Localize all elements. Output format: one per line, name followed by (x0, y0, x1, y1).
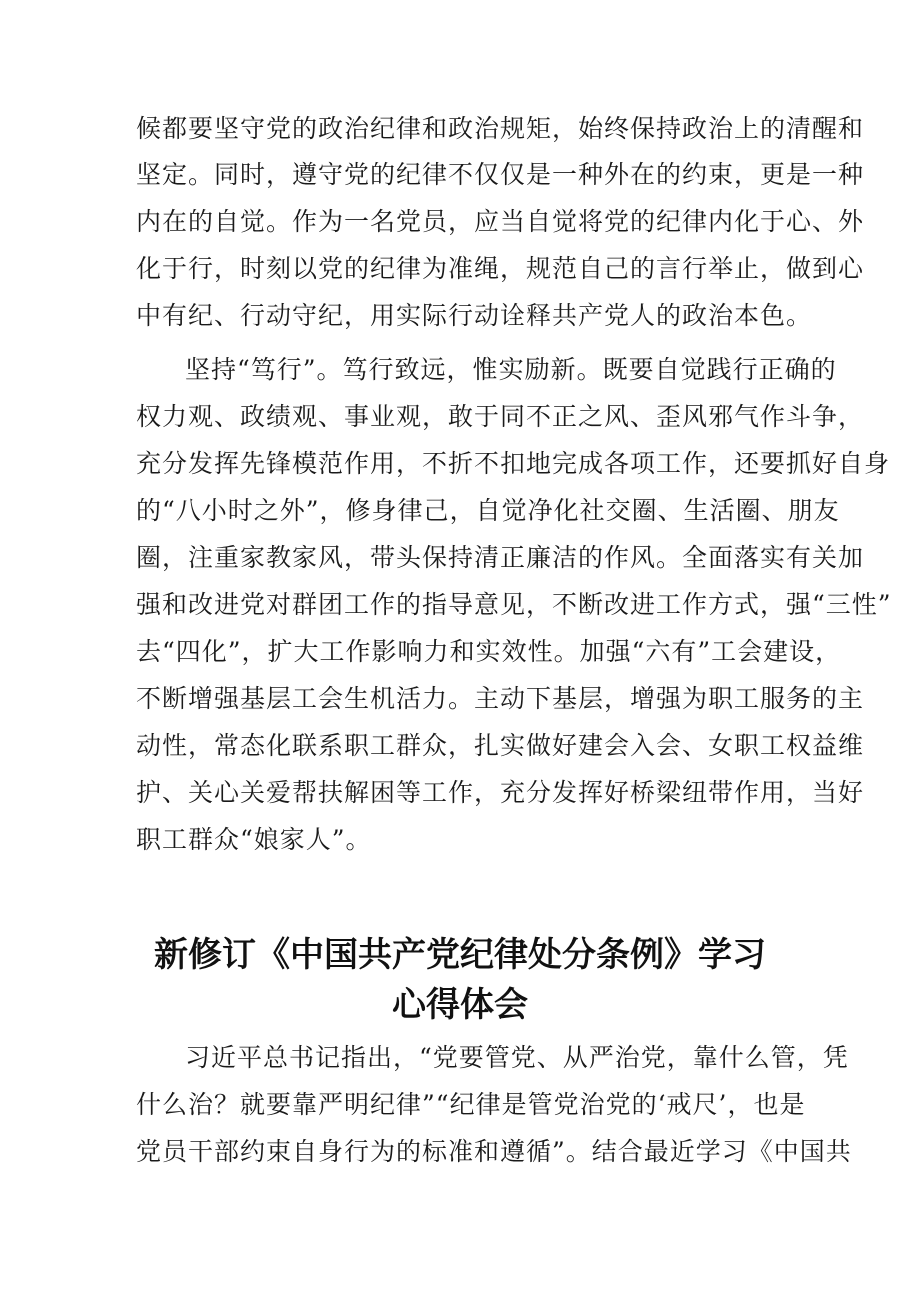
paragraph2-line: 职工群众“娘家人”。 (136, 825, 372, 854)
paragraph2-line: 的“八小时之外”，修身律己，自觉净化社交圈、生活圈、朋友 (136, 496, 840, 525)
paragraph1-line: 内在的自觉。作为一名党员，应当自觉将党的纪律内化于心、外 (136, 207, 865, 236)
paragraph1-line: 化于行，时刻以党的纪律为准绳，规范自己的言行举止，做到心 (136, 254, 865, 283)
paragraph2-line: 坚持“笃行”。笃行致远，惟实励新。既要自觉践行正确的 (185, 355, 837, 384)
paragraph2-line: 不断增强基层工会生机活力。主动下基层，增强为职工服务的主 (136, 684, 865, 713)
paragraph2-line: 权力观、政绩观、事业观，敢于同不正之风、歪风邪气作斗争， (136, 402, 865, 431)
paragraph2-line: 去“四化”，扩大工作影响力和实效性。加强“六有”工会建设， (136, 637, 842, 666)
paragraph1-line: 候都要坚守党的政治纪律和政治规矩，始终保持政治上的清醒和 (136, 114, 865, 143)
article-title-line2: 心得体会 (392, 985, 528, 1025)
paragraph2-line: 强和改进党对群团工作的指导意见，不断改进工作方式，强“三性” (136, 590, 892, 619)
paragraph2-line: 圈，注重家教家风，带头保持清正廉洁的作风。全面落实有关加 (136, 543, 865, 572)
paragraph2-line: 充分发挥先锋模范作用，不折不扣地完成各项工作，还要抓好自身 (136, 449, 891, 478)
article-title-line1: 新修订《中国共产党纪律处分条例》学习 (154, 935, 766, 975)
paragraph3-line: 什么治？就要靠严明纪律”“纪律是管党治党的‘戒尺’，也是 (136, 1090, 806, 1119)
paragraph2-line: 动性，常态化联系职工群众，扎实做好建会入会、女职工权益维 (136, 731, 865, 760)
paragraph2-line: 护、关心关爱帮扶解困等工作，充分发挥好桥梁纽带作用，当好 (136, 778, 865, 807)
paragraph1-line: 中有纪、行动守纪，用实际行动诠释共产党人的政治本色。 (136, 301, 813, 330)
paragraph3-line: 党员干部约束自身行为的标准和遵循”。结合最近学习《中国共 (136, 1137, 852, 1166)
paragraph3-line: 习近平总书记指出，“党要管党、从严治党，靠什么管，凭 (185, 1043, 849, 1072)
paragraph1-line: 坚定。同时，遵守党的纪律不仅仅是一种外在的约束，更是一种 (136, 160, 865, 189)
